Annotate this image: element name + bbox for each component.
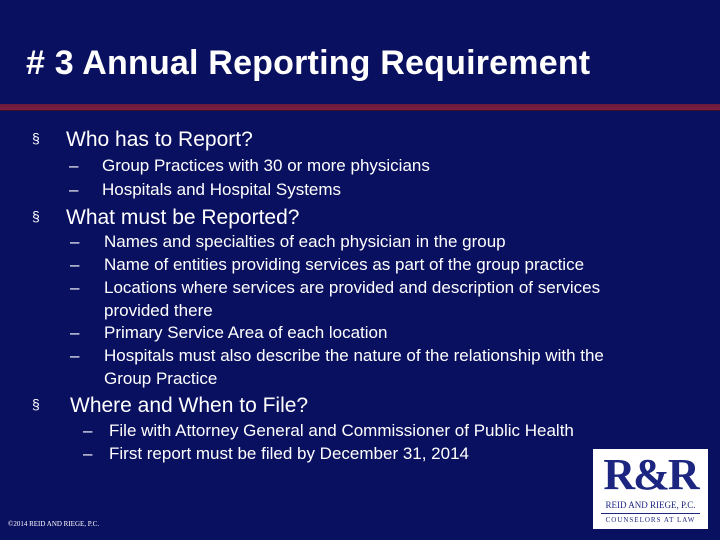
firm-logo xyxy=(593,449,708,529)
list-item-text: Locations where services are provided and description of services xyxy=(104,278,601,297)
logo-firm-name: REID AND RIEGE, P.C. xyxy=(605,500,696,510)
list-item-text: Hospitals must also describe the nature of the relationship with the xyxy=(104,346,604,365)
section-heading: Where and When to File? xyxy=(70,394,309,417)
list-item-text: Names and specialties of each physician in the group xyxy=(104,232,506,251)
logo-monogram: R&R xyxy=(603,450,698,499)
dash-marker: – xyxy=(70,255,80,274)
dash-marker: – xyxy=(83,421,93,440)
list-item-text: Name of entities providing services as part of the group practice xyxy=(104,255,585,274)
bullet-marker: § xyxy=(32,208,40,224)
list-item-text: Group Practices with 30 or more physicians xyxy=(102,156,430,175)
bullet-marker: § xyxy=(32,130,40,146)
logo-divider xyxy=(601,513,700,514)
dash-marker: – xyxy=(70,323,80,342)
list-item-text: First report must be filed by December 31, 2014 xyxy=(109,444,469,463)
list-item-text: Hospitals and Hospital Systems xyxy=(102,180,342,199)
logo-tagline: COUNSELORS AT LAW xyxy=(605,516,696,524)
dash-marker: – xyxy=(69,156,79,175)
list-item-text: Primary Service Area of each location xyxy=(104,323,388,342)
copyright-notice: ©2014 REID AND RIEGE, P.C. xyxy=(8,520,100,528)
list-item-text-continued: provided there xyxy=(104,301,213,320)
section-heading: What must be Reported? xyxy=(66,206,300,229)
title-divider xyxy=(0,104,720,111)
dash-marker: – xyxy=(70,346,80,365)
list-item-text-continued: Group Practice xyxy=(104,369,218,388)
dash-marker: – xyxy=(69,180,79,199)
section-heading: Who has to Report? xyxy=(66,128,253,151)
slide-title: # 3 Annual Reporting Requirement xyxy=(26,44,591,82)
dash-marker: – xyxy=(70,278,80,297)
list-item-text: File with Attorney General and Commissioner of Public Health xyxy=(109,421,574,440)
dash-marker: – xyxy=(70,232,80,251)
dash-marker: – xyxy=(83,444,93,463)
bullet-marker: § xyxy=(32,396,40,412)
